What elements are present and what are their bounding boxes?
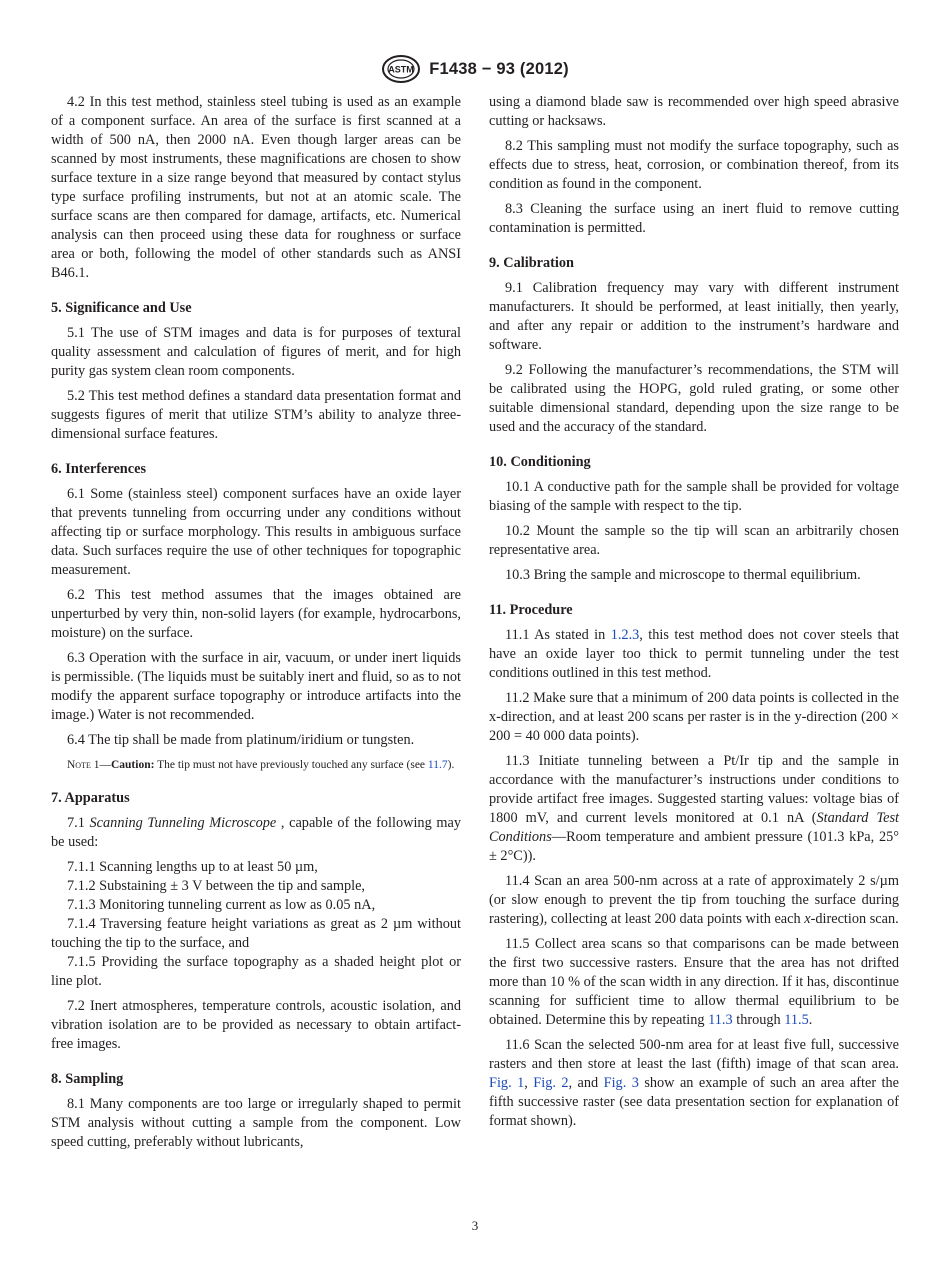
figure-link-1[interactable]: Fig. 1: [489, 1075, 525, 1091]
note-prefix: Note: [67, 759, 91, 771]
paragraph-7-1-3: 7.1.3 Monitoring tunneling current as low as 0.05 nA,: [67, 897, 376, 913]
paragraph-8-1: 8.1 Many components are too large or irregularly shaped to permit STM analysis without cutting a sample from the component. Low speed cutting, preferably without lubricants,: [51, 1096, 461, 1150]
section-heading-9: 9. Calibration: [489, 255, 574, 271]
paragraph-8-1-continued: using a diamond blade saw is recommended over high speed abrasive cutting or hacksaws.: [489, 94, 899, 129]
paragraph-7-1-rest: , capable of the following may be used:: [51, 815, 461, 850]
page-number: 3: [471, 1218, 479, 1233]
reference-link-11-3[interactable]: 11.3: [708, 1012, 733, 1028]
paragraph-6-4: 6.4 The tip shall be made from platinum/iridium or tungsten.: [67, 732, 415, 748]
paragraph-11-4: [489, 872, 899, 929]
paragraph-11-1: [489, 626, 899, 683]
paragraph-7-1-number: 7.1: [67, 815, 90, 831]
section-heading-7: 7. Apparatus: [51, 790, 130, 806]
paragraph-4-2: 4.2 In this test method, stainless steel tubing is used as an example of a component surface. An area of the surface is first scanned at a width of 500 nA, then 2000 nA. Even though larger areas can be scanned by most instruments, these magnifications are chosen to show surface texture in a size range beyond that measured by contact stylus type surface profiling instruments, but not at an atomic scale. The surface scans are then compared for damage, artifacts, etc. Numerical analysis can then proceed using these data for roughness or surface area or both, following the model of other standards such as ANSI B46.1.: [51, 94, 461, 281]
paragraph-7-1-5: 7.1.5 Providing the surface topography as a shaded height plot or line plot.: [51, 954, 461, 989]
paragraph-11-5-text: 11.5 Collect area scans so that comparisons can be made between the first two successive rasters. Ensure that the area has not drifted more than 10 % of the scan width in any direction. If it has, discontinue scanning for sufficient time to allow thermal equilibrium to be obtained. Determine this by repeating: [489, 936, 899, 1028]
paragraph-11-5: [489, 935, 899, 1030]
paragraph-5-1: 5.1 The use of STM images and data is for purposes of textural quality assessment and calculation of figures of merit, and for high purity gas system clean room components.: [51, 325, 461, 379]
reference-link-1-2-3[interactable]: 1.2.3: [610, 627, 640, 643]
paragraph-7-1-2: 7.1.2 Substaining ± 3 V between the tip and sample,: [67, 878, 365, 894]
paragraph-11-3-text: 11.3 Initiate tunneling between a Pt/Ir tip and the sample in accordance with the manufacturer’s instructions under conditions to provide artifact free images. Suggested starting values: voltage bias of 1800 mV, and current levels monitored at 0.1 nA (: [489, 753, 899, 826]
note-reference-link[interactable]: 11.7: [427, 759, 448, 771]
paragraph-8-3: 8.3 Cleaning the surface using an inert fluid to remove cutting contamination is permitted.: [489, 201, 899, 236]
paragraph-11-3-text-end: —Room temperature and ambient pressure (101.3 kPa, 25° ± 2°C)).: [489, 829, 899, 864]
paragraph-11-6: [489, 1036, 899, 1131]
paragraph-7-1-4: 7.1.4 Traversing feature height variations as great as 2 µm without touching the tip to the surface, and: [51, 916, 461, 951]
paragraph-7-1: [51, 814, 461, 852]
logo-text: ASTM: [388, 64, 414, 75]
section-heading-6: 6. Interferences: [51, 461, 147, 477]
section-heading-5: 5. Significance and Use: [51, 300, 192, 316]
paragraph-7-1-italic: Scanning Tunneling Microscope: [89, 815, 277, 831]
paragraph-11-1-text-end: , this test method does not cover steels that have an oxide layer too thick to permit tunneling under the test conditions outlined in this test method.: [489, 627, 899, 681]
paragraph-11-3-italic: Standard Test Conditions: [489, 810, 899, 845]
paragraph-11-6-text-end: show an example of such an area after the fifth successive raster (see data presentation section for explanation of format shown).: [489, 1075, 900, 1129]
left-column: [51, 93, 461, 1158]
right-column: [489, 93, 899, 1137]
note-text: The tip must not have previously touched any surface (see: [154, 759, 428, 771]
paragraph-9-1: 9.1 Calibration frequency may vary with different instrument manufacturers. It should be performed, at least initially, then yearly, and after any repair or addition to the instrument’s hardware and software.: [489, 280, 899, 353]
paragraph-5-2: 5.2 This test method defines a standard data presentation format and suggests figures of merit that utilize STM’s ability to analyze three-dimensional surface features.: [51, 388, 461, 442]
paragraph-11-4-text-end: -direction scan.: [810, 911, 899, 927]
reference-link-11-5[interactable]: 11.5: [784, 1012, 809, 1028]
paragraph-11-4-text: 11.4 Scan an area 500-nm across at a rate of approximately 2 s/µm (or slow enough to prevent the tip from touching the surface during rastering), collecting at least 200 data points with each: [489, 873, 899, 927]
paragraph-6-2: 6.2 This test method assumes that the images obtained are unperturbed by very thin, non-solid layers (for example, hydrocarbons, moisture) on the surface.: [51, 587, 461, 641]
note-1: [51, 758, 461, 773]
note-caution: Caution:: [110, 759, 155, 771]
paragraph-11-5-mid: through: [732, 1012, 785, 1028]
paragraph-11-1-text: 11.1 As stated in: [505, 627, 611, 643]
paragraph-10-2: 10.2 Mount the sample so the tip will scan an arbitrarily chosen representative area.: [489, 523, 899, 558]
paragraph-11-3: [489, 752, 899, 866]
paragraph-11-4-italic: x: [804, 911, 811, 927]
document-designation: F1438 − 93 (2012): [429, 59, 569, 78]
note-end: ).: [447, 759, 455, 771]
section-heading-10: 10. Conditioning: [489, 454, 591, 470]
paragraph-6-3: 6.3 Operation with the surface in air, vacuum, or under inert liquids is permissible. (The liquids must be suitably inert and fluid, so as to not modify the apparent surface topography or introduce artifacts into the image.) Water is not recommended.: [51, 650, 461, 723]
figure-link-3[interactable]: Fig. 3: [603, 1075, 639, 1091]
paragraph-10-3: 10.3 Bring the sample and microscope to thermal equilibrium.: [505, 567, 861, 583]
section-heading-8: 8. Sampling: [51, 1071, 124, 1087]
paragraph-11-5-end: .: [808, 1012, 813, 1028]
paragraph-9-2: 9.2 Following the manufacturer’s recommendations, the STM will be calibrated using the HOPG, gold ruled grating, or some other suitable dimensional standard, depending upon the size range to be used and the accuracy of the standard.: [489, 362, 899, 435]
paragraph-11-6-sep1: ,: [524, 1075, 534, 1091]
paragraph-7-2: 7.2 Inert atmospheres, temperature controls, acoustic isolation, and vibration isolation are to be provided as necessary to obtain artifact-free images.: [51, 998, 461, 1052]
paragraph-10-1: 10.1 A conductive path for the sample shall be provided for voltage biasing of the sample with respect to the tip.: [489, 479, 899, 514]
paragraph-7-1-1: 7.1.1 Scanning lengths up to at least 50 µm,: [67, 859, 318, 875]
paragraph-8-2: 8.2 This sampling must not modify the surface topography, such as effects due to stress, heat, corrosion, or combination thereof, from its condition as found in the component.: [489, 138, 899, 192]
figure-link-2[interactable]: Fig. 2: [533, 1075, 569, 1091]
paragraph-11-6-text: 11.6 Scan the selected 500-nm area for at least five full, successive rasters and then store at least the last (fifth) image of that scan area.: [489, 1037, 899, 1072]
note-number: 1—: [90, 759, 111, 771]
astm-logo-icon: [381, 54, 421, 84]
page-header: [0, 52, 950, 86]
paragraph-11-6-sep2: , and: [568, 1075, 604, 1091]
section-heading-11: 11. Procedure: [489, 602, 573, 618]
paragraph-11-2: 11.2 Make sure that a minimum of 200 data points is collected in the x-direction, and at least 200 scans per raster is in the y-direction (200 × 200 = 40 000 data points).: [489, 690, 899, 744]
paragraph-6-1: 6.1 Some (stainless steel) component surfaces have an oxide layer that prevents tunneling from occurring under any conditions without affecting tip or surface morphology. This results in ambiguous surface data. Such surfaces require the use of other techniques for topographic measurement.: [51, 486, 461, 578]
